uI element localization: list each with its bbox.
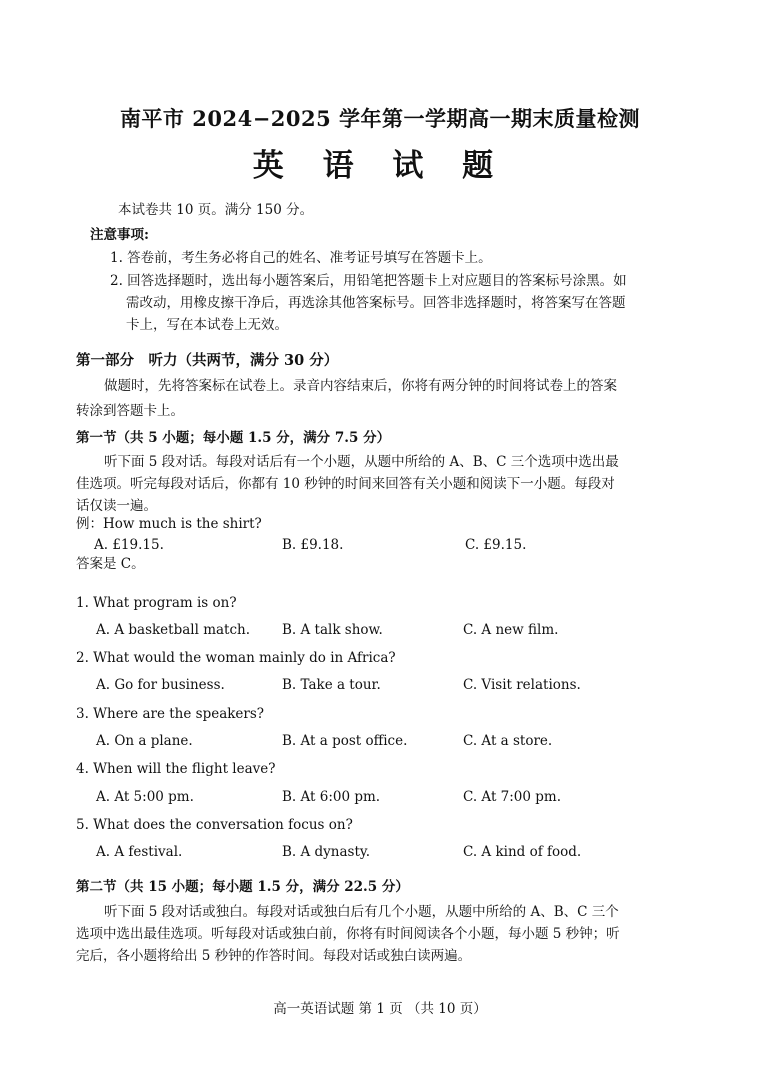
question-2: 2. What would the woman mainly do in Africa? xyxy=(76,650,396,666)
page-title: 南平市 2024−2025 学年第一学期高一期末质量检测 xyxy=(119,106,641,131)
q1-option-a: A. A basketball match. xyxy=(96,622,251,638)
section1-instr-line-3: 话仅读一遍。 xyxy=(76,498,157,514)
question-1: 1. What program is on? xyxy=(76,595,237,611)
section1-instr-line-2: 佳选项。听完每段对话后，你都有 10 秒钟的时间来回答有关小题和阅读下一小题。每段对 xyxy=(76,476,615,492)
q5-option-b: B. A dynasty. xyxy=(282,844,371,860)
section1-heading: 第一节（共 5 小题；每小题 1.5 分，满分 7.5 分） xyxy=(76,430,391,446)
part1-instr-line-2: 转涂到答题卡上。 xyxy=(76,403,184,419)
example-question: 例：How much is the shirt? xyxy=(76,516,262,532)
example-option-c: C. £9.15. xyxy=(465,537,527,553)
part1-heading: 第一部分 听力（共两节，满分 30 分） xyxy=(76,352,339,369)
q1-option-b: B. A talk show. xyxy=(282,622,383,638)
section2-instr-line-2: 选项中选出最佳选项。听每段对话或独白前，你将有时间阅读各个小题，每小题 5 秒钟；听 xyxy=(76,926,620,942)
question-5: 5. What does the conversation focus on? xyxy=(76,817,353,833)
note-2-line-1: 2. 回答选择题时，选出每小题答案后，用铅笔把答题卡上对应题目的答案标号涂黑。如 xyxy=(110,273,627,289)
part1-instr-line-1: 做题时，先将答案标在试卷上。录音内容结束后，你将有两分钟的时间将试卷上的答案 xyxy=(104,378,617,394)
q3-option-c: C. At a store. xyxy=(463,733,553,749)
section2-instr-line-3: 完后，各小题将给出 5 秒钟的作答时间。每段对话或独白读两遍。 xyxy=(76,948,472,964)
q4-option-c: C. At 7:00 pm. xyxy=(463,789,562,805)
q4-option-a: A. At 5:00 pm. xyxy=(96,789,194,805)
q3-option-b: B. At a post office. xyxy=(282,733,408,749)
note-2-line-2: 需改动，用橡皮擦干净后，再选涂其他答案标号。回答非选择题时，将答案写在答题 xyxy=(126,295,626,311)
q2-option-c: C. Visit relations. xyxy=(463,677,581,693)
q1-option-c: C. A new film. xyxy=(463,622,559,638)
q5-option-c: C. A kind of food. xyxy=(463,844,582,860)
question-3: 3. Where are the speakers? xyxy=(76,706,265,722)
paper-info: 本试卷共 10 页。满分 150 分。 xyxy=(118,202,314,218)
question-4: 4. When will the flight leave? xyxy=(76,761,276,777)
note-1: 1. 答卷前，考生务必将自己的姓名、准考证号填写在答题卡上。 xyxy=(110,250,492,266)
q3-option-a: A. On a plane. xyxy=(96,733,193,749)
q4-option-b: B. At 6:00 pm. xyxy=(282,789,381,805)
example-option-b: B. £9.18. xyxy=(282,537,344,553)
subject-title: 英 语 试 题 xyxy=(252,148,508,184)
section2-instr-line-1: 听下面 5 段对话或独白。每段对话或独白后有几个小题，从题中所给的 A、B、C 三个 xyxy=(104,904,619,920)
q2-option-a: A. Go for business. xyxy=(96,677,225,693)
example-answer: 答案是 C。 xyxy=(76,556,145,572)
example-option-a: A. £19.15. xyxy=(94,537,164,553)
note-2-line-3: 卡上，写在本试卷上无效。 xyxy=(126,317,288,333)
notes-heading: 注意事项: xyxy=(90,227,149,243)
q2-option-b: B. Take a tour. xyxy=(282,677,381,693)
section1-instr-line-1: 听下面 5 段对话。每段对话后有一个小题，从题中所给的 A、B、C 三个选项中选出最 xyxy=(104,454,619,470)
section2-heading: 第二节（共 15 小题；每小题 1.5 分，满分 22.5 分） xyxy=(76,879,409,895)
q5-option-a: A. A festival. xyxy=(96,844,183,860)
page-footer: 高一英语试题 第 1 页 （共 10 页） xyxy=(273,1001,487,1017)
